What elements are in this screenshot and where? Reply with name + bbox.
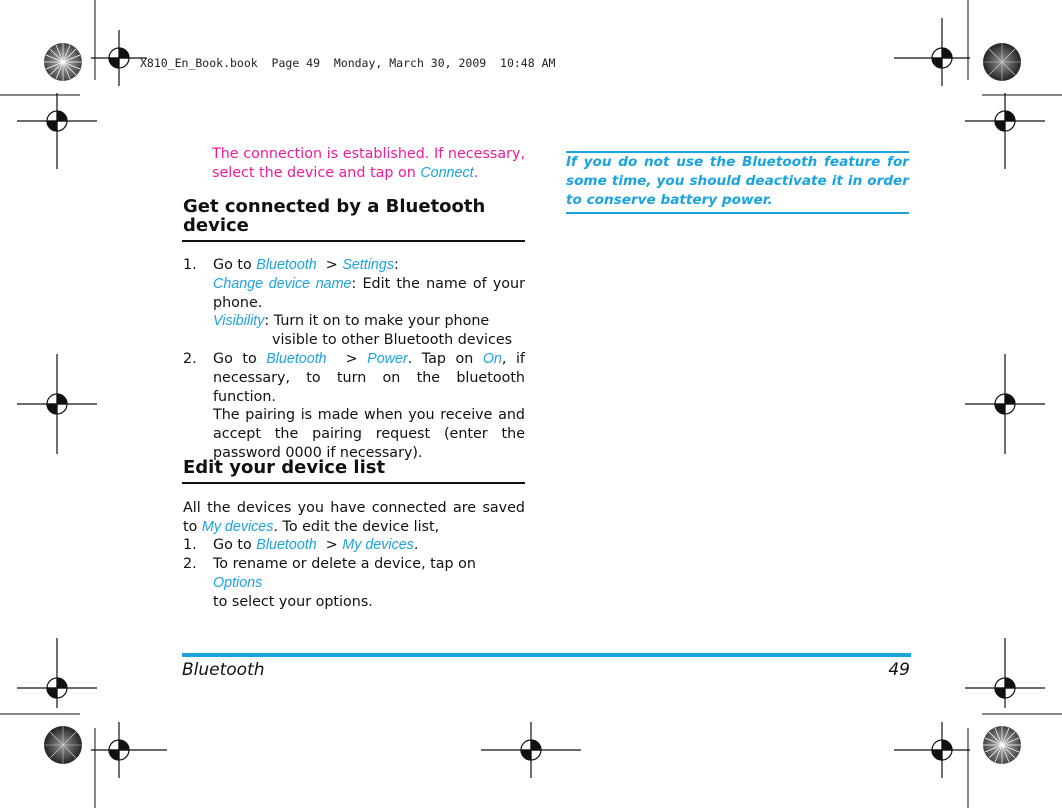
bluetooth-menu-link: Bluetooth bbox=[256, 257, 317, 273]
connection-intro: The connection is established. If necessary, select the device and tap on Connect. bbox=[212, 146, 525, 181]
section-title-connect bbox=[183, 197, 525, 235]
visibility-label: Visibility bbox=[213, 313, 265, 330]
options-menu-link: Options bbox=[213, 574, 263, 591]
list-connect bbox=[183, 256, 525, 461]
heading-rule bbox=[182, 240, 525, 242]
list-item: 2. Go to Bluetooth > Power. Tap on On, if necessary, to turn on the bluetooth function. The pairing is made when you receive and accept the pairing request (enter the password 0000 if necessary). bbox=[183, 351, 525, 461]
page-number: 49 bbox=[888, 660, 910, 680]
battery-tip-note: If you do not use the Bluetooth feature for some time, you should deactivate it in order to conserve battery power. bbox=[566, 154, 909, 208]
settings-menu-link: Settings bbox=[342, 257, 394, 273]
heading-edit: Edit your device list bbox=[183, 457, 386, 478]
on-option: On bbox=[482, 351, 502, 367]
change-device-name-label: Change device name bbox=[213, 275, 352, 292]
footer-rule bbox=[182, 653, 911, 657]
edit-intro: All the devices you have connected are saved to My devices. To edit the device list, bbox=[183, 500, 525, 535]
pairing-note: The pairing is made when you receive and accept the pairing request (enter the password 0000 if necessary). bbox=[213, 407, 525, 461]
heading-connect: Get connected by a Bluetooth device bbox=[183, 196, 486, 236]
book-header: X810_En_Book.book Page 49 Monday, March 30, 2009 10:48 AM bbox=[140, 56, 556, 70]
bluetooth-menu-link: Bluetooth bbox=[266, 351, 327, 367]
my-devices-menu-link: My devices bbox=[342, 537, 414, 553]
list-item: 2. To rename or delete a device, tap on Options to select your options. bbox=[183, 556, 476, 610]
list-edit bbox=[183, 536, 525, 610]
footer-section-name: Bluetooth bbox=[182, 660, 265, 680]
note-rule-bottom bbox=[566, 212, 909, 214]
list-item: 1. Go to Bluetooth > My devices. bbox=[183, 537, 419, 553]
left-column bbox=[183, 145, 525, 183]
list-item: 1. Go to Bluetooth > Settings: Change device name: Edit the name of your phone. Visibility: Turn it on to make your phone visible to other Bluetooth devices bbox=[183, 257, 525, 349]
connect-link: Connect bbox=[420, 164, 474, 181]
heading-rule bbox=[182, 482, 525, 484]
bluetooth-menu-link: Bluetooth bbox=[256, 537, 317, 553]
section-title-edit bbox=[183, 458, 525, 477]
my-devices-link: My devices bbox=[201, 518, 274, 535]
power-menu-link: Power bbox=[367, 351, 408, 367]
